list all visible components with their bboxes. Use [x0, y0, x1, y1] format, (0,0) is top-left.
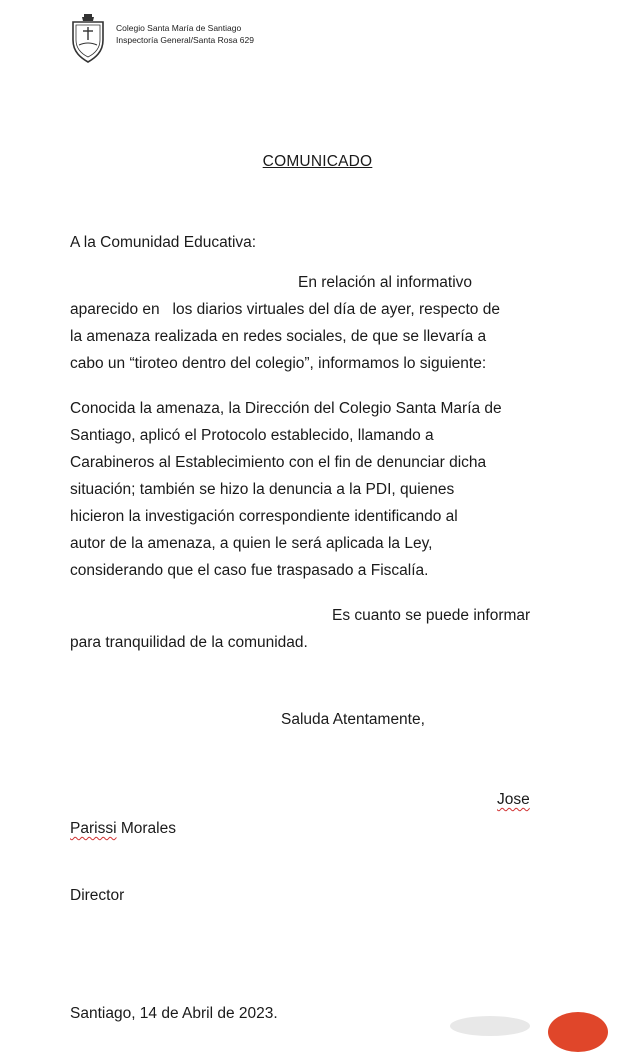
paragraph2-line7: considerando que el caso fue traspasado a Fiscalía. [70, 562, 429, 579]
paragraph1-line3: la amenaza realizada en redes sociales, de que se llevaría a [70, 328, 487, 345]
signature-surname-first: Parissi [70, 820, 117, 837]
paragraph1-line2: aparecido en los diarios virtuales del día de ayer, respecto de [70, 301, 500, 318]
signature-surname [70, 815, 176, 842]
date-line: Santiago, 14 de Abril de 2023. [70, 1005, 278, 1022]
signature-first-name [497, 786, 530, 813]
greeting: A la Comunidad Educativa: [70, 234, 257, 251]
paragraph1-line1: En relación al informativo [298, 274, 473, 291]
paragraph1-line4: cabo un “tiroteo dentro del colegio”, informamos lo siguiente: [70, 355, 487, 372]
paragraph3-line2: para tranquilidad de la comunidad. [70, 634, 308, 651]
paragraph2-line6: autor de la amenaza, a quien le será aplicada la Ley, [70, 535, 433, 552]
department-address: Inspectoría General/Santa Rosa 629 [116, 35, 254, 45]
paragraph2-line2: Santiago, aplicó el Protocolo establecido, llamando a [70, 427, 434, 444]
signature-first-name-text: Jose [497, 791, 530, 808]
school-name: Colegio Santa María de Santiago [116, 23, 242, 33]
letterhead [70, 12, 254, 64]
document-title: COMUNICADO [262, 153, 373, 170]
partial-gray-shape [450, 1016, 530, 1036]
closing-salutation: Saluda Atentamente, [281, 711, 425, 728]
paragraph2-line3: Carabineros al Establecimiento con el fin de denunciar dicha [70, 454, 487, 471]
signature-role: Director [70, 887, 125, 904]
school-crest-icon [70, 12, 106, 64]
paragraph2-line1: Conocida la amenaza, la Dirección del Colegio Santa María de [70, 400, 502, 417]
paragraph2-line5: hicieron la investigación correspondiente identificando al [70, 508, 458, 525]
partial-red-shape [548, 1012, 608, 1052]
paragraph3-line1: Es cuanto se puede informar [332, 607, 531, 624]
paragraph2-line4: situación; también se hizo la denuncia a la PDI, quienes [70, 481, 455, 498]
signature-surname-rest: Morales [116, 820, 176, 837]
